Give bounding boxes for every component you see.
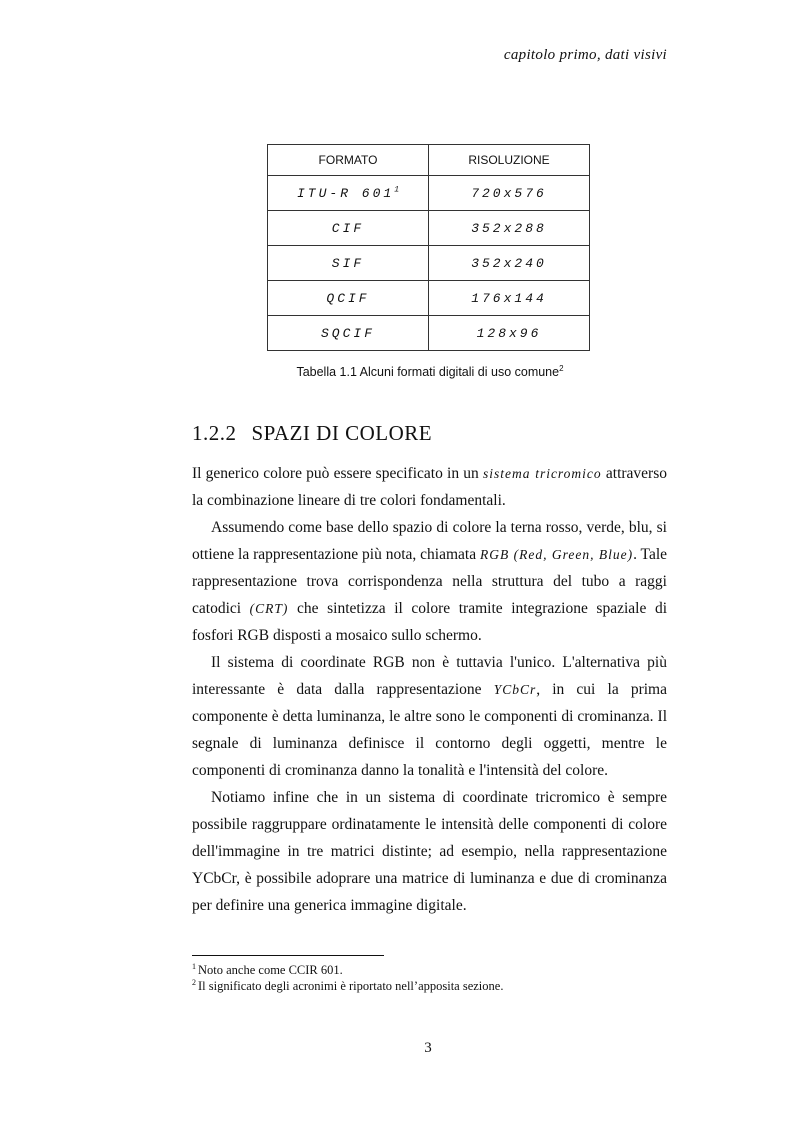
table-row — [268, 246, 590, 281]
footnotes — [192, 962, 667, 994]
caption-footnote-ref: 2 — [559, 363, 564, 373]
paragraph-4: Notiamo infine che in un sistema di coordinate tricromico è sempre possibile raggruppare ordinatamente le intensità delle componenti di colore dell'immagine in tre matrici distinte; ad esempio, nella rappresentazione YCbCr, è possibile adoprare una matrice di luminanza e due di crominanza per definire una generica immagine digitale. — [192, 789, 667, 914]
formato-cell: SQCIF — [268, 316, 429, 351]
term-rgb: RGB (Red, Green, Blue) — [479, 547, 634, 562]
formato-cell: SIF — [268, 246, 429, 281]
table-row — [268, 176, 590, 211]
table-row — [268, 211, 590, 246]
term-crt: (CRT) — [249, 601, 289, 616]
formato-cell — [268, 176, 429, 211]
formato-value: ITU-R 601 — [296, 185, 395, 201]
caption-text: Tabella 1.1 Alcuni formati digitali di uso comune — [296, 365, 560, 379]
formato-cell: CIF — [268, 211, 429, 246]
formato-cell: QCIF — [268, 281, 429, 316]
footnote-text: Noto anche come CCIR 601. — [198, 963, 343, 977]
section-title: SPAZI DI COLORE — [251, 421, 433, 445]
risoluzione-cell: 352x240 — [429, 246, 590, 281]
running-head: capitolo primo, dati visivi — [503, 47, 667, 63]
footnote-ref: 1 — [394, 185, 400, 195]
formats-table — [267, 144, 590, 351]
term-ycbcr: YCbCr — [493, 682, 537, 697]
paragraph-2 — [192, 514, 667, 649]
paragraph-text: Il generico colore può essere specificato in un — [192, 465, 483, 482]
table-row — [268, 281, 590, 316]
paragraph-3 — [192, 649, 667, 784]
risoluzione-cell: 128x96 — [429, 316, 590, 351]
risoluzione-cell: 352x288 — [429, 211, 590, 246]
paragraph-text: . Tale rappresentazione trova corrispondenza nella struttura del tubo a raggi catodici — [192, 546, 668, 617]
column-header-formato: FORMATO — [268, 145, 429, 176]
section-heading — [192, 421, 432, 446]
body-text — [192, 460, 667, 919]
paragraph-text: che sintetizza il colore tramite integrazione spaziale di fosfori RGB disposti a mosaico sullo schermo. — [192, 600, 667, 644]
footnote-divider — [192, 955, 384, 956]
table-header-row — [268, 145, 590, 176]
footnote-item — [192, 962, 667, 978]
page-number: 3 — [424, 1040, 432, 1056]
paragraph-text: , in cui la prima componente è detta luminanza, le altre sono le componenti di crominanza. Il segnale di luminanza definisce il contorno degli oggetti, mentre le componenti di crominanza danno la tonalità e l'intensità del colore. — [192, 681, 667, 779]
footnote-mark: 1 — [192, 961, 196, 971]
footnote-mark: 2 — [192, 977, 196, 987]
footnote-text: Il significato degli acronimi è riportato nell’apposita sezione. — [198, 979, 504, 993]
table-caption — [230, 365, 630, 379]
paragraph-text: Il sistema di coordinate RGB non è tuttavia l'unico. L'alternativa più interessante è data dalla rappresentazione — [192, 654, 667, 698]
risoluzione-cell: 720x576 — [429, 176, 590, 211]
risoluzione-cell: 176x144 — [429, 281, 590, 316]
paragraph-text: Assumendo come base dello spazio di colore la terna rosso, verde, blu, si ottiene la rappresentazione più nota, chiamata — [192, 519, 667, 563]
footnote-item — [192, 978, 667, 994]
term-sistema-tricromico: sistema tricromico — [482, 466, 602, 481]
paragraph-1 — [192, 460, 667, 514]
paragraph-text: attraverso la combinazione lineare di tre colori fondamentali. — [192, 465, 667, 509]
section-number: 1.2.2 — [192, 421, 237, 445]
column-header-risoluzione: RISOLUZIONE — [429, 145, 590, 176]
table-row — [268, 316, 590, 351]
